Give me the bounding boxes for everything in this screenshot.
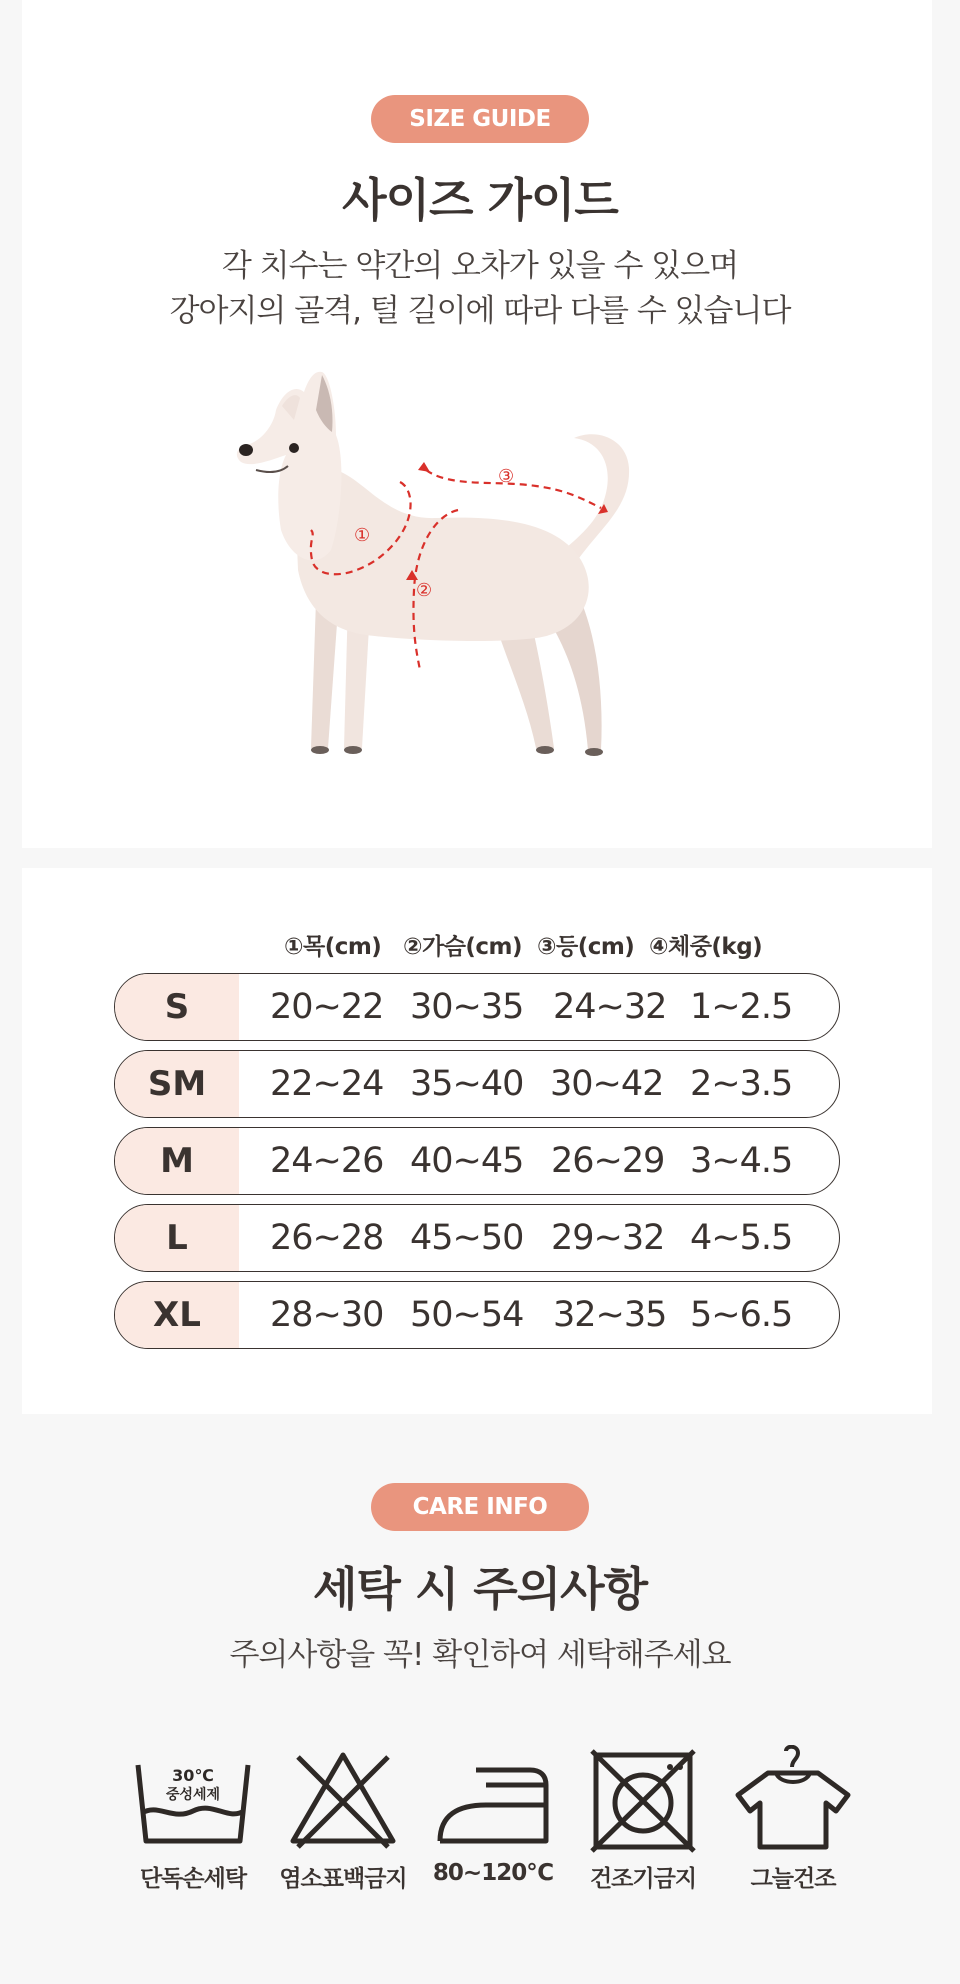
chest-value: 35~40 — [410, 1064, 524, 1104]
neck-value: 28~30 — [270, 1295, 384, 1335]
care-item-shade-dry — [718, 1745, 868, 1892]
size-guide-title: 사이즈 가이드 — [342, 173, 618, 227]
measure-label-2: ② — [416, 580, 433, 601]
size-guide-subtitle-2: 강아지의 골격, 털 길이에 따라 다를 수 있습니다 — [169, 293, 791, 329]
size-cell: M — [115, 1128, 239, 1194]
chest-value: 40~45 — [410, 1141, 524, 1181]
back-value: 24~32 — [553, 987, 667, 1027]
size-cell: XL — [115, 1282, 239, 1348]
size-cell: SM — [115, 1051, 239, 1117]
neck-value: 22~24 — [270, 1064, 384, 1104]
neck-value: 26~28 — [270, 1218, 384, 1258]
back-value: 26~29 — [551, 1141, 665, 1181]
care-label: 그늘건조 — [750, 1866, 836, 1892]
weight-value: 3~4.5 — [690, 1141, 793, 1181]
weight-value: 4~5.5 — [690, 1218, 793, 1258]
care-label: 80~120℃ — [432, 1860, 554, 1886]
table-row — [114, 1127, 840, 1195]
header-weight: ④체중(kg) — [649, 934, 763, 960]
table-row — [114, 1050, 840, 1118]
care-label: 염소표백금지 — [279, 1866, 407, 1892]
header-chest: ②가슴(cm) — [403, 934, 523, 960]
header-back: ③등(cm) — [537, 934, 635, 960]
no-tumble-dry-icon — [568, 1745, 718, 1855]
care-info-badge: CARE INFO — [371, 1483, 589, 1531]
size-cell: S — [115, 974, 239, 1040]
weight-value: 5~6.5 — [690, 1295, 793, 1335]
no-bleach-icon — [268, 1745, 418, 1855]
size-guide-badge: SIZE GUIDE — [371, 95, 589, 143]
care-item-iron — [418, 1745, 568, 1885]
size-guide-subtitle-1: 각 치수는 약간의 오차가 있을 수 있으며 — [221, 248, 739, 284]
weight-value: 2~3.5 — [690, 1064, 793, 1104]
back-value: 29~32 — [551, 1218, 665, 1258]
table-row — [114, 973, 840, 1041]
hand-wash-icon — [118, 1745, 268, 1855]
care-item-hand-wash — [118, 1745, 268, 1892]
care-info-subtitle: 주의사항을 꼭! 확인하여 세탁해주세요 — [229, 1637, 731, 1673]
iron-icon — [418, 1745, 568, 1855]
care-info-title: 세탁 시 주의사항 — [312, 1562, 648, 1616]
care-item-no-tumble-dry — [568, 1745, 718, 1892]
back-value: 30~42 — [550, 1064, 664, 1104]
measure-label-1: ① — [354, 525, 371, 546]
wash-temp-text: 30℃ — [172, 1766, 214, 1785]
care-label: 건조기금지 — [589, 1866, 697, 1892]
header-neck: ①목(cm) — [284, 934, 382, 960]
neck-value: 24~26 — [270, 1141, 384, 1181]
chest-value: 50~54 — [410, 1295, 524, 1335]
chest-value: 30~35 — [410, 987, 524, 1027]
wash-detergent-text: 중성세제 — [165, 1787, 221, 1803]
shade-dry-icon — [718, 1745, 868, 1855]
size-cell: L — [115, 1205, 239, 1271]
chest-value: 45~50 — [410, 1218, 524, 1258]
care-item-no-bleach — [268, 1745, 418, 1892]
care-label: 단독손세탁 — [139, 1866, 247, 1892]
back-value: 32~35 — [553, 1295, 667, 1335]
measure-label-3: ③ — [498, 466, 515, 487]
neck-value: 20~22 — [270, 987, 384, 1027]
weight-value: 1~2.5 — [690, 987, 793, 1027]
dog-measurement-illustration — [236, 370, 696, 770]
table-row — [114, 1281, 840, 1349]
table-row — [114, 1204, 840, 1272]
